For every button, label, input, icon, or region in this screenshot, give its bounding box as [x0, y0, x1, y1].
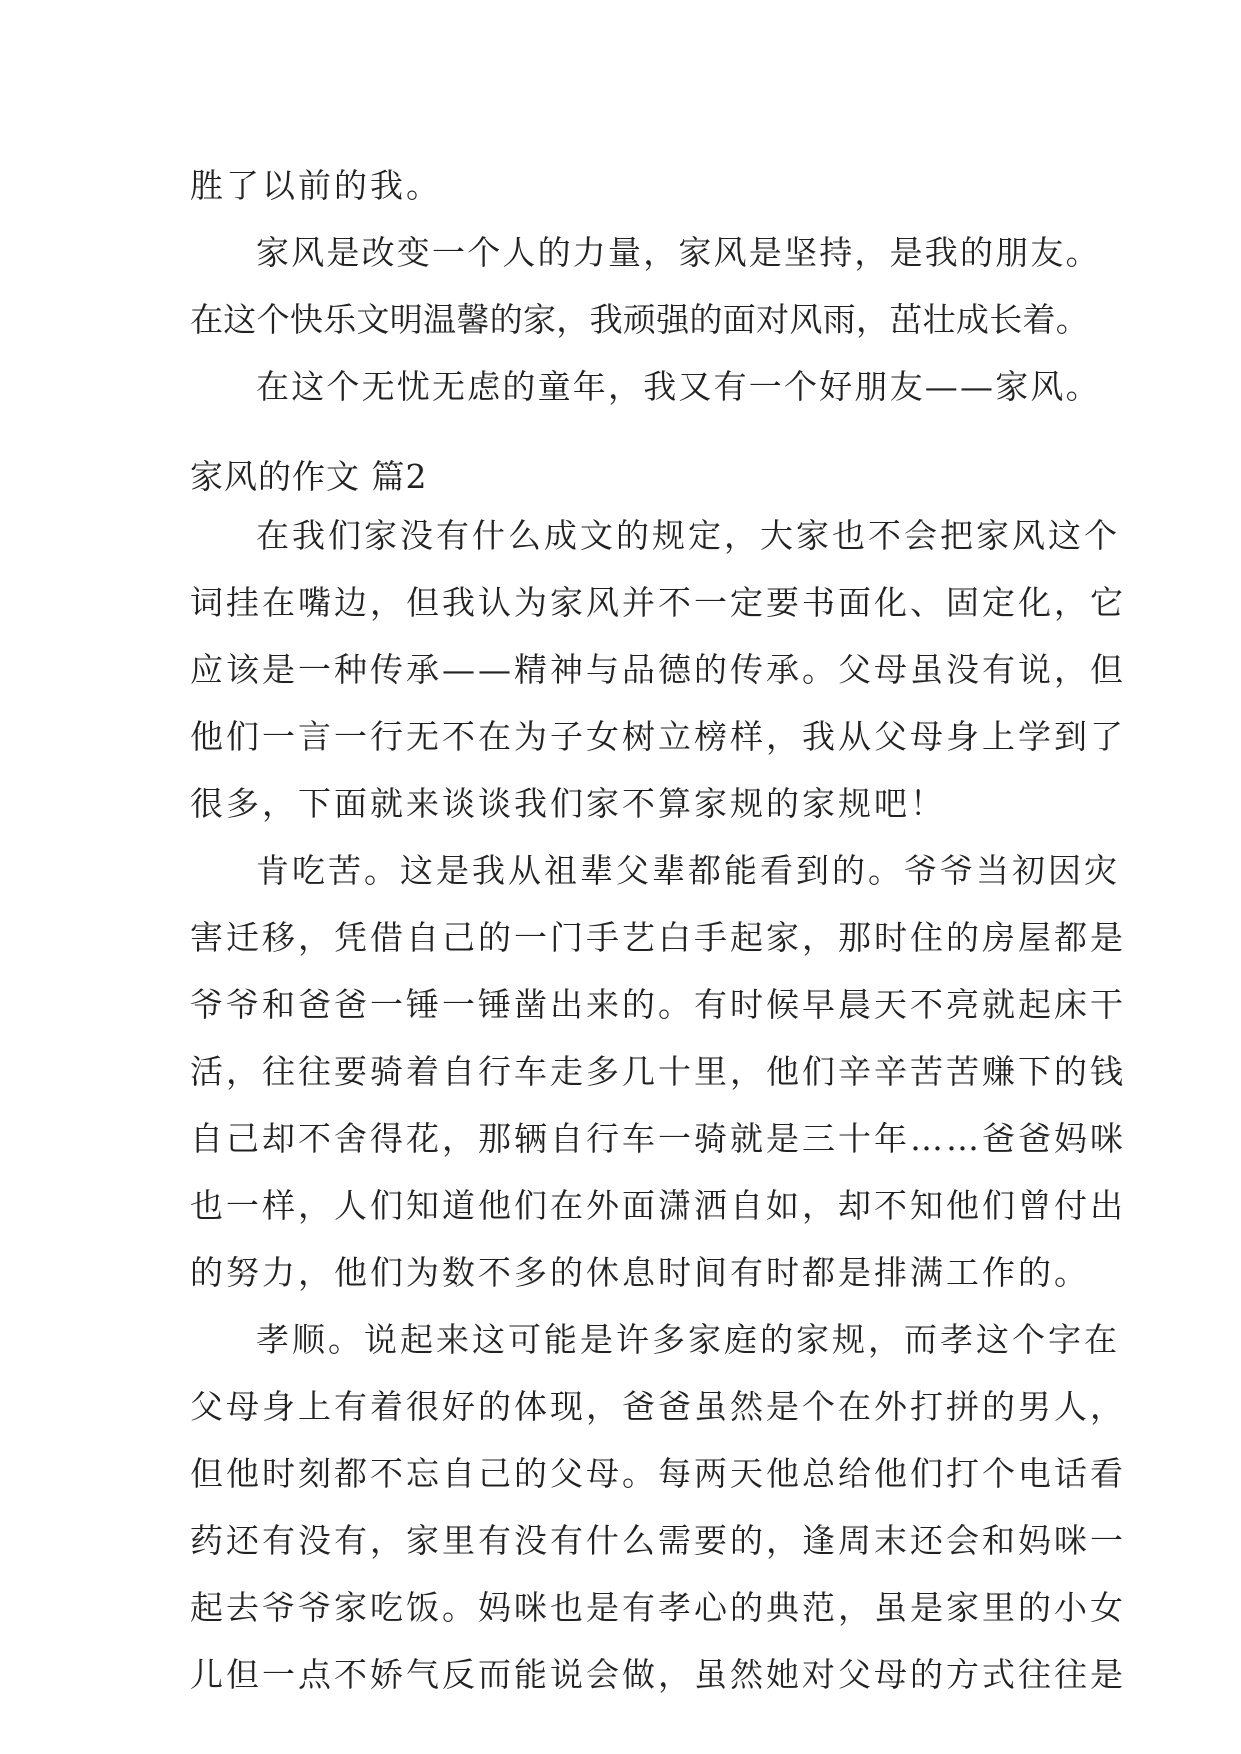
paragraph-line: 害迁移，凭借自己的一门手艺白手起家，那时住的房屋都是 — [190, 918, 1126, 957]
paragraph-line: 家风是改变一个人的力量，家风是坚持，是我的朋友。 — [256, 233, 1101, 272]
section-heading — [190, 443, 1060, 510]
paragraph-line: 爷爷和爸爸一锤一锤凿出来的。有时候早晨天不亮就起床干 — [190, 985, 1126, 1024]
paragraph-line: 的努力，他们为数不多的休息时间有时都是排满工作的。 — [190, 1253, 1090, 1292]
paragraph-line: 儿但一点不娇气反而能说会做，虽然她对父母的方式往往是 — [190, 1655, 1126, 1694]
paragraph-line: 很多，下面就来谈谈我们家不算家规的家规吧！ — [190, 784, 946, 823]
paragraph-line: 孝顺。说起来这可能是许多家庭的家规，而孝这个字在 — [256, 1320, 1120, 1359]
paragraph-line: 但他时刻都不忘自己的父母。每两天他总给他们打个电话看 — [190, 1454, 1126, 1493]
paragraph-line: 也一样，人们知道他们在外面潇洒自如，却不知他们曾付出 — [190, 1186, 1126, 1225]
paragraph-line: 自己却不舍得花，那辆自行车一骑就是三十年……爸爸妈咪 — [190, 1119, 1126, 1158]
paragraph-line: 药还有没有，家里有没有什么需要的，逢周末还会和妈咪一 — [190, 1521, 1126, 1560]
essay-body — [190, 502, 1126, 1708]
paragraph-line: 应该是一种传承——精神与品德的传承。父母虽没有说，但 — [190, 650, 1126, 689]
paragraph-line: 词挂在嘴边，但我认为家风并不一定要书面化、固定化，它 — [190, 583, 1126, 622]
paragraph-line: 肯吃苦。这是我从祖辈父辈都能看到的。爷爷当初因灾 — [256, 851, 1120, 890]
essay-ending — [190, 152, 1101, 420]
paragraph-line: 胜了以前的我。 — [190, 166, 442, 205]
paragraph-line: 在我们家没有什么成文的规定，大家也不会把家风这个 — [256, 516, 1120, 555]
paragraph-line: 他们一言一行无不在为子女树立榜样，我从父母身上学到了 — [190, 717, 1126, 756]
paragraph-line: 在这个快乐文明温馨的家，我顽强的面对风雨，茁壮成长着。 — [190, 300, 1090, 339]
paragraph-line: 活，往往要骑着自行车走多几十里，他们辛辛苦苦赚下的钱 — [190, 1052, 1126, 1091]
paragraph-line: 起去爷爷家吃饭。妈咪也是有孝心的典范，虽是家里的小女 — [190, 1588, 1126, 1627]
paragraph-line: 在这个无忧无虑的童年，我又有一个好朋友——家风。 — [256, 367, 1101, 406]
section-title: 家风的作文 篇2 — [190, 457, 428, 496]
paragraph-line: 父母身上有着很好的体现，爸爸虽然是个在外打拼的男人， — [190, 1387, 1126, 1426]
